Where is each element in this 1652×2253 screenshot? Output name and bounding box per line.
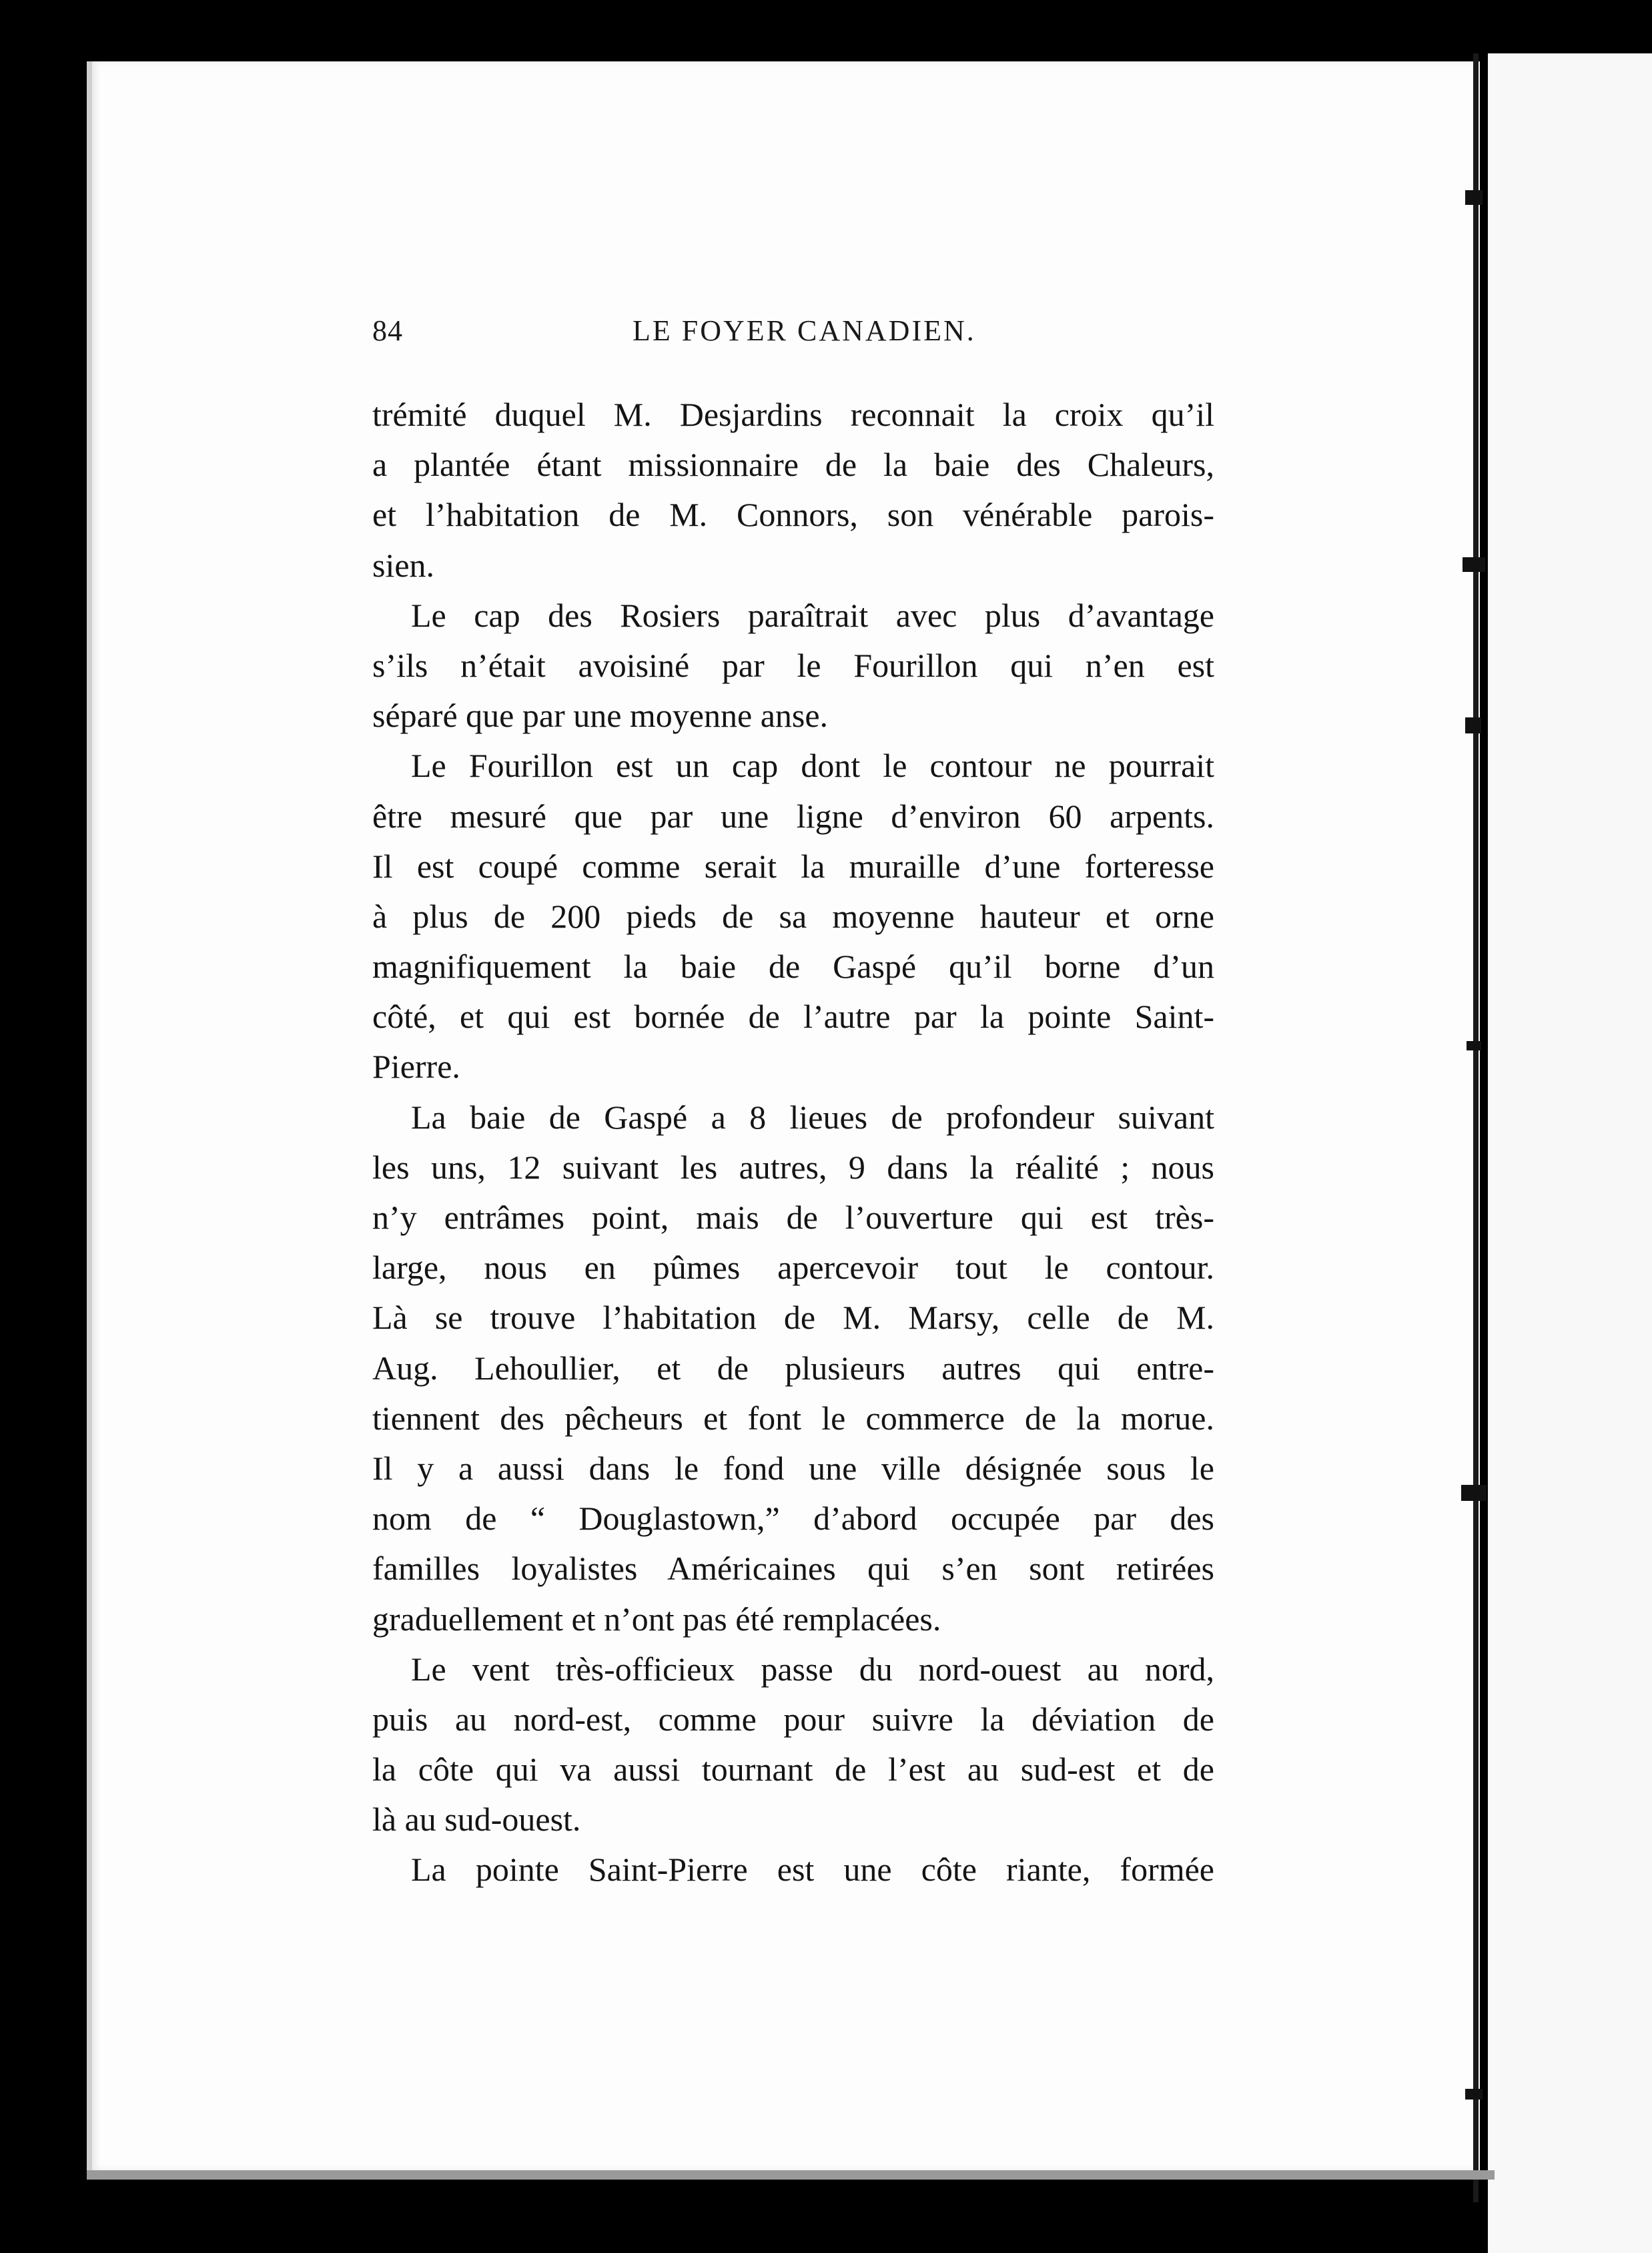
binding-gutter <box>1473 53 1479 2202</box>
running-title: LE FOYER CANADIEN. <box>633 314 976 347</box>
text-line: graduellement et n’ont pas été remplacées. <box>372 1600 941 1638</box>
binding-mark <box>1465 2089 1483 2100</box>
text-line: Aug. Lehoullier, et de plusieurs autres qui entre- <box>372 1349 1214 1387</box>
text-line: Le cap des Rosiers paraîtrait avec plus d’avantage <box>411 596 1214 634</box>
text-line: là au sud-ouest. <box>372 1801 581 1839</box>
page-bottom-edge <box>87 2170 1495 2180</box>
text-line: et l’habitation de M. Connors, son vénérable parois- <box>372 496 1214 534</box>
text-line: Il est coupé comme serait la muraille d’une forteresse <box>372 847 1214 885</box>
binding-mark <box>1467 1041 1481 1050</box>
text-line: magnifiquement la baie de Gaspé qu’il borne d’un <box>372 948 1214 986</box>
binding-mark <box>1463 557 1485 572</box>
text-line: La baie de Gaspé a 8 lieues de profondeur suivant <box>411 1098 1214 1136</box>
binding-mark <box>1461 1485 1487 1501</box>
text-line: trémité duquel M. Desjardins reconnait la croix qu’il <box>372 396 1214 433</box>
text-line: puis au nord-est, comme pour suivre la déviation de <box>372 1700 1214 1738</box>
text-line: Le Fourillon est un cap dont le contour ne pourrait <box>411 747 1214 785</box>
text-line: séparé que par une moyenne anse. <box>372 697 829 735</box>
text-line: tiennent des pêcheurs et font le commerce de la morue. <box>372 1399 1214 1437</box>
text-line: être mesuré que par une ligne d’environ 60 arpents. <box>372 797 1214 835</box>
text-line: Là se trouve l’habitation de M. Marsy, celle de M. <box>372 1299 1214 1337</box>
text-line: à plus de 200 pieds de sa moyenne hauteur et orne <box>372 897 1214 935</box>
text-line: n’y entrâmes point, mais de l’ouverture qui est très- <box>372 1199 1214 1236</box>
binding-mark <box>1465 717 1481 733</box>
text-line: Il y a aussi dans le fond une ville désignée sous le <box>372 1449 1214 1487</box>
text-line: familles loyalistes Américaines qui s’en sont retirées <box>372 1550 1214 1588</box>
running-header <box>372 314 1213 360</box>
body-text <box>372 390 1214 1895</box>
page-number: 84 <box>372 314 403 347</box>
text-line: large, nous en pûmes apercevoir tout le contour. <box>372 1249 1214 1287</box>
text-line: Pierre. <box>372 1048 460 1086</box>
text-line: La pointe Saint-Pierre est une côte riante, formée <box>411 1851 1214 1889</box>
text-line: a plantée étant missionnaire de la baie des Chaleurs, <box>372 446 1214 484</box>
adjacent-page-edge <box>1488 53 1652 2253</box>
text-line: Le vent très-officieux passe du nord-ouest au nord, <box>411 1650 1214 1688</box>
text-line: côté, et qui est bornée de l’autre par la pointe Saint- <box>372 998 1214 1036</box>
binding-mark <box>1465 190 1483 205</box>
text-line: s’ils n’était avoisiné par le Fourillon qui n’en est <box>372 646 1214 684</box>
text-line: la côte qui va aussi tournant de l’est au sud-est et de <box>372 1750 1214 1789</box>
text-line: sien. <box>372 546 435 584</box>
text-line: les uns, 12 suivant les autres, 9 dans la réalité ; nous <box>372 1148 1214 1186</box>
text-line: nom de “ Douglastown,” d’abord occupée par des <box>372 1500 1214 1538</box>
